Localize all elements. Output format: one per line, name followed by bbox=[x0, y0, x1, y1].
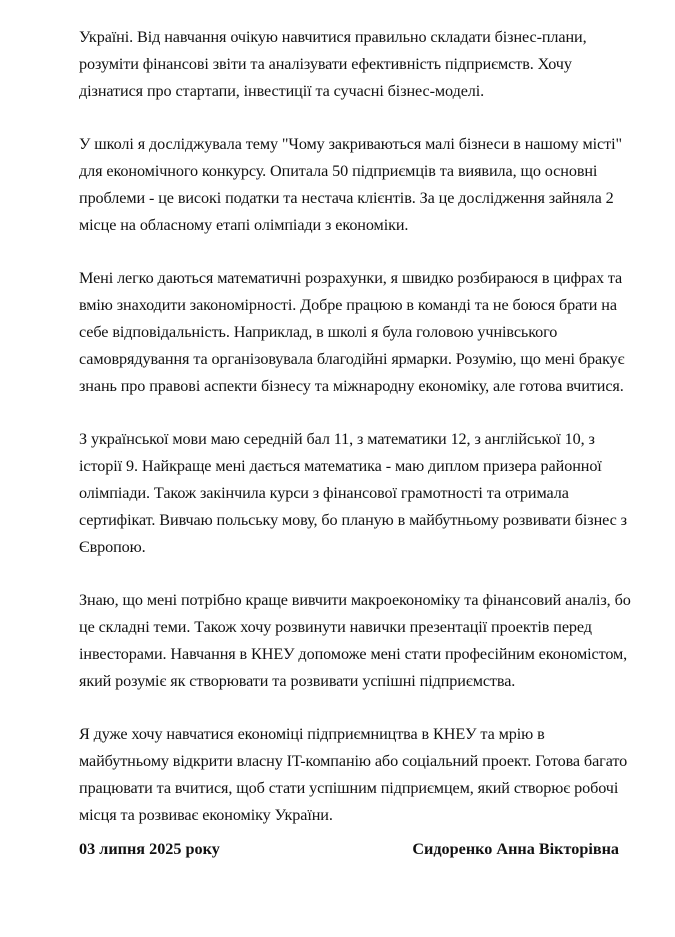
paragraph-skills: Мені легко даються математичні розрахунки, я швидко розбираюся в цифрах та вмію знаходити закономірності. Добре працюю в команді та не боюся брати на себе відповідальність. Наприклад, в школі я була головою учнівського самоврядування та організовувала благодійні ярмарки. Розумію, що мені бракує знань про правові аспекти бізнесу та міжнародну економіку, але готова вчитися. bbox=[79, 269, 625, 395]
signature-block bbox=[79, 836, 619, 863]
letter-date: 03 липня 2025 року bbox=[79, 840, 220, 858]
paragraph-development: Знаю, що мені потрібно краще вивчити макроекономіку та фінансовий аналіз, бо це складні теми. Також хочу розвинути навички презентації проектів перед інвесторами. Навчання в КНЕУ допоможе мені стати професійним економістом, який розуміє як створювати та розвивати успішні підприємства. bbox=[79, 591, 631, 690]
paragraph-research: У школі я досліджувала тему "Чому закриваються малі бізнеси в нашому місті" для економічного конкурсу. Опитала 50 підприємців та виявила, що основні проблеми - це високі податки та нестача клієнтів. За це дослідження зайняла 2 місце на обласному етапі олімпіади з економіки. bbox=[79, 135, 622, 234]
paragraph-goals: Україні. Від навчання очікую навчитися правильно складати бізнес-плани, розуміти фінансові звіти та аналізувати ефективність підприємств. Хочу дізнатися про стартапи, інвестиції та сучасні бізнес-моделі. bbox=[79, 28, 587, 100]
signer-name: Сидоренко Анна Вікторівна bbox=[412, 840, 619, 858]
letter-body bbox=[79, 24, 631, 855]
paragraph-grades: З української мови маю середній бал 11, з математики 12, з англійської 10, з історії 9. Найкраще мені дається математика - маю диплом призера районної олімпіади. Також закінчила курси з фінансової грамотності та отримала сертифікат. Вивчаю польську мову, бо планую в майбутньому розвивати бізнес з Європою. bbox=[79, 430, 627, 556]
paragraph-conclusion: Я дуже хочу навчатися економіці підприємництва в КНЕУ та мрію в майбутньому відкрити власну IT-компанію або соціальний проект. Готова багато працювати та вчитися, щоб стати успішним підприємцем, який створює робочі місця та розвиває економіку України. bbox=[79, 725, 628, 824]
